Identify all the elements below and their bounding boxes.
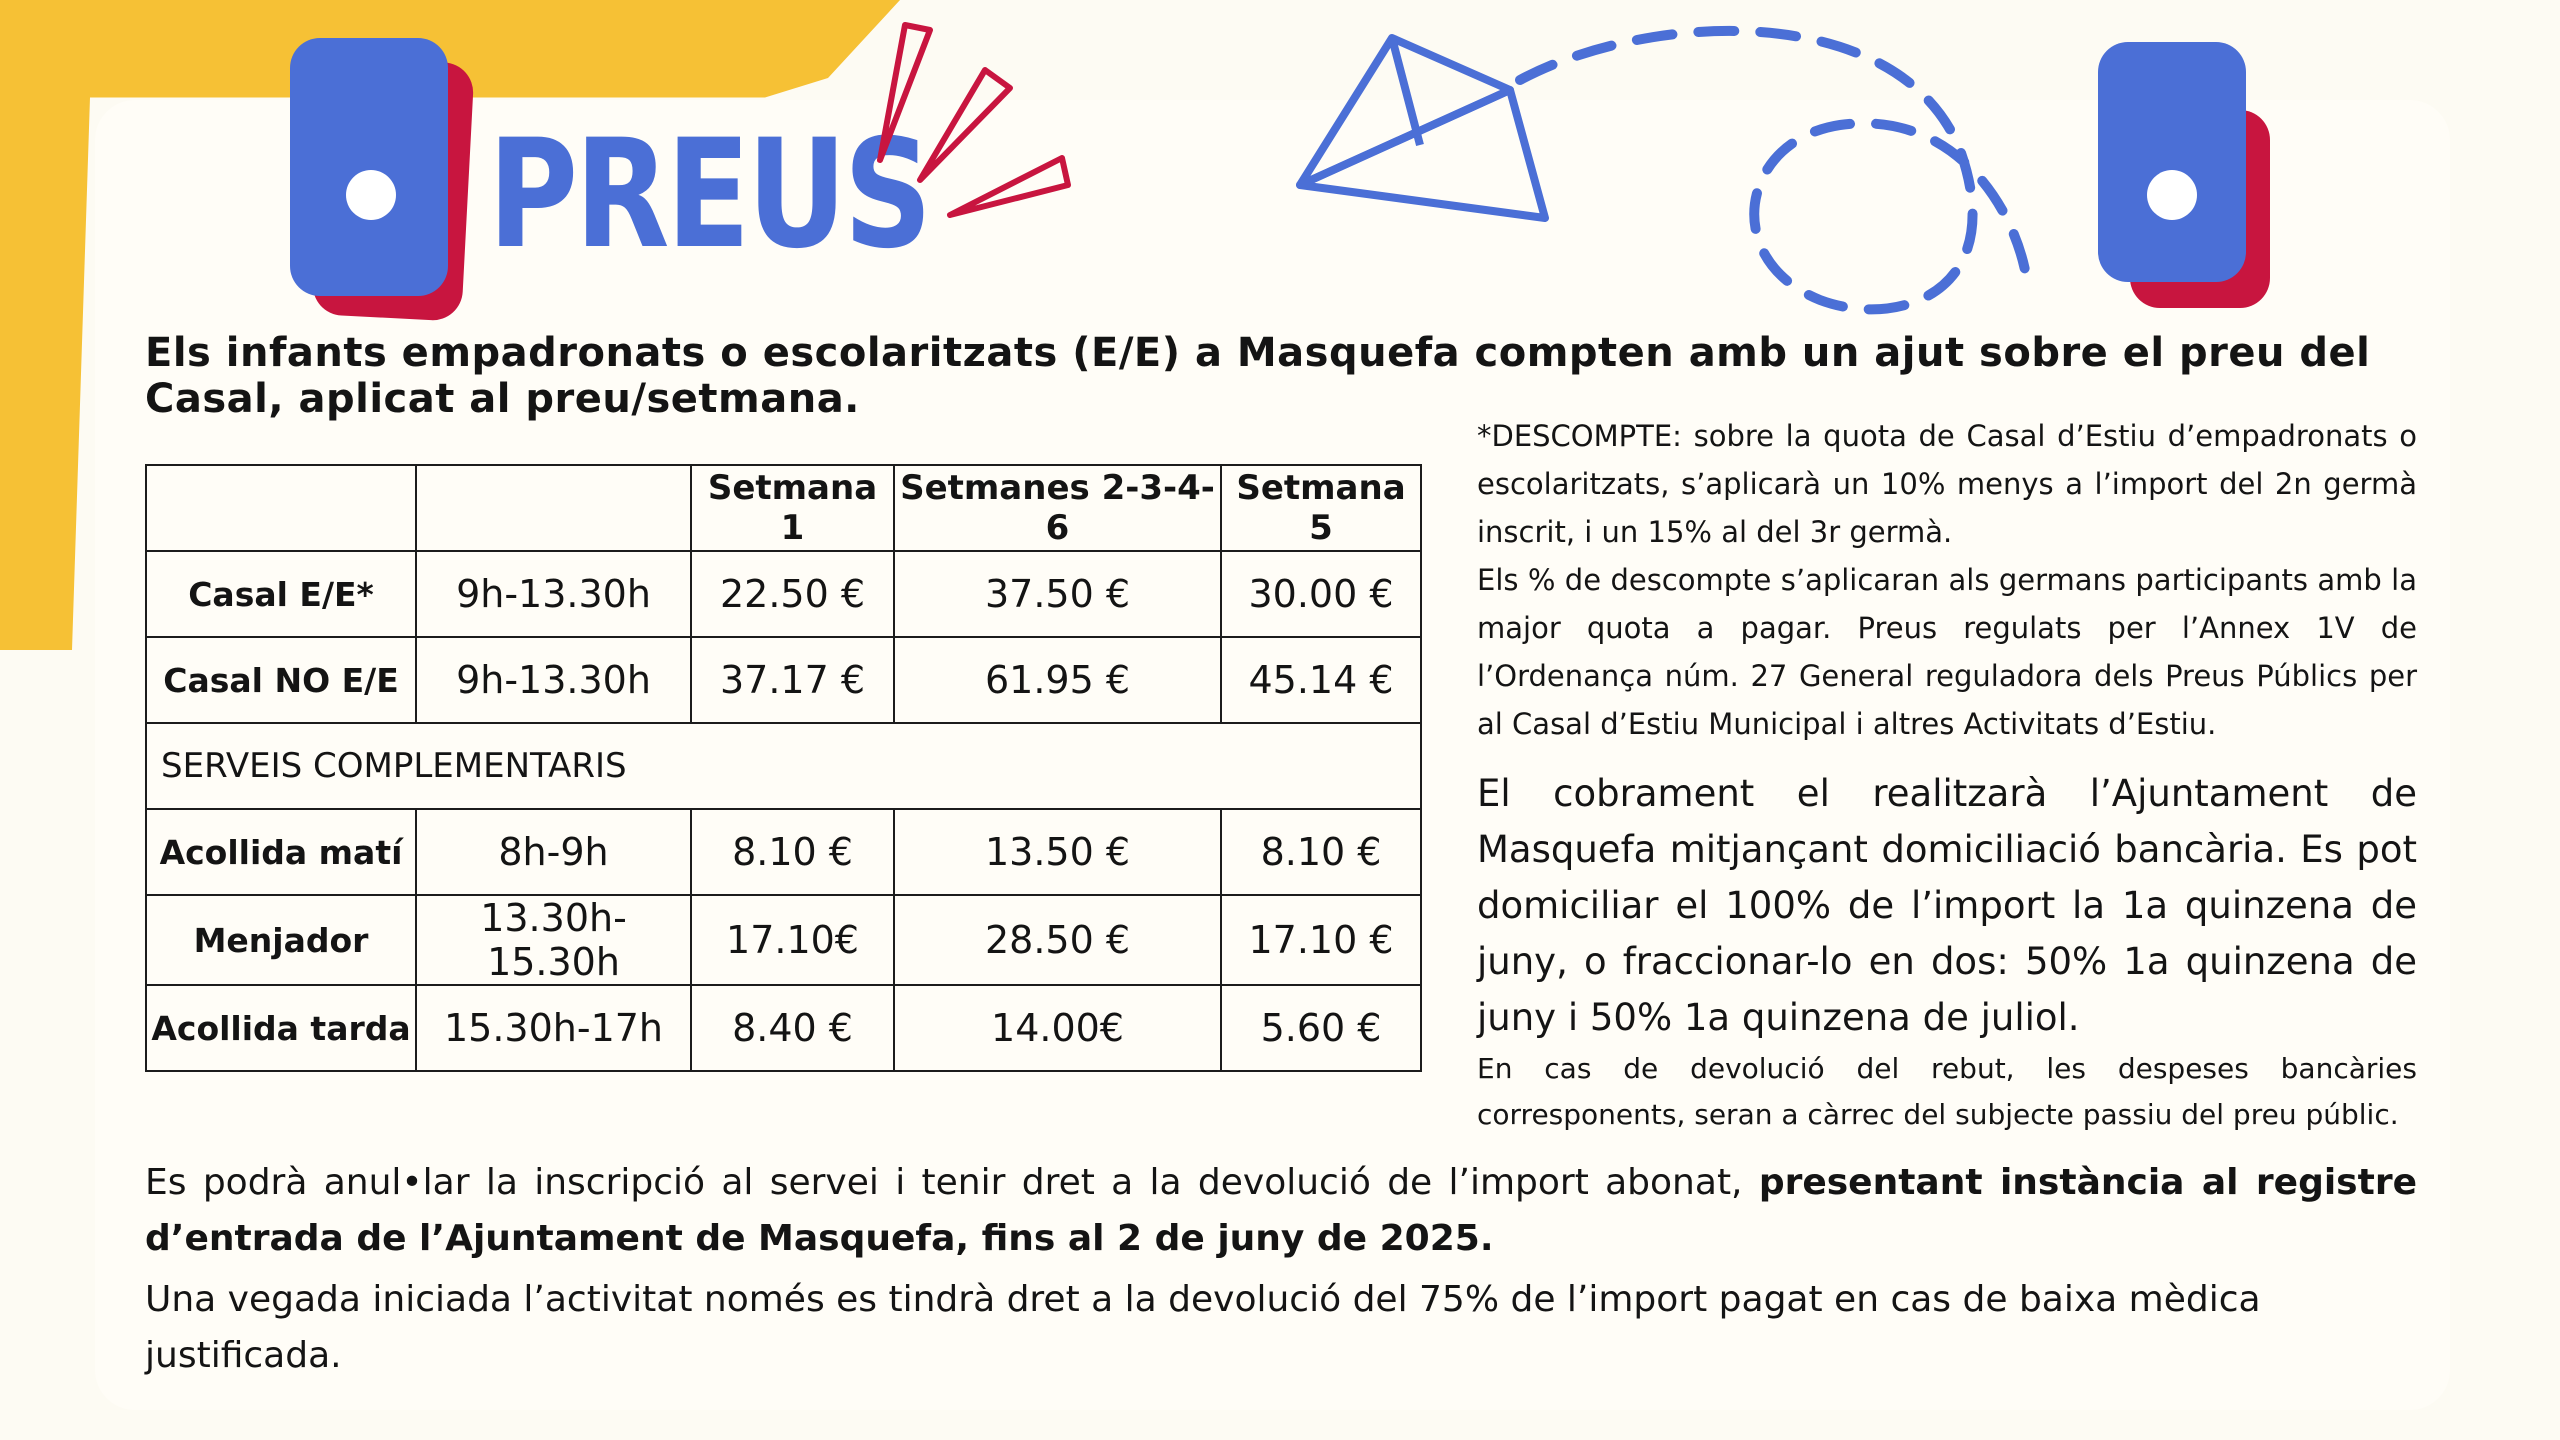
discount-note: *DESCOMPTE: sobre la quota de Casal d’Estiu d’empadronats o escolaritzats, s’aplicarà un 10% menys a l’import del 2n germà inscrit, i un 15% al del 3r germà. <box>1477 419 2417 549</box>
schedule-cell: 9h-13.30h <box>416 637 691 723</box>
header-cell <box>416 465 691 551</box>
price-cell: 45.14 € <box>1221 637 1421 723</box>
section-row <box>146 723 1421 809</box>
price-cell: 5.60 € <box>1221 985 1421 1071</box>
header-weeks-2-3-4-6: Setmanes 2-3-4-6 <box>894 465 1221 551</box>
price-cell: 37.17 € <box>691 637 894 723</box>
table-row <box>146 985 1421 1071</box>
refund-text: Una vegada iniciada l’activitat només es tindrà dret a la devolució del 75% de l’import pagat en cas de baixa mèdica justificada. <box>145 1279 2261 1376</box>
header-cell <box>146 465 416 551</box>
schedule-cell: 8h-9h <box>416 809 691 895</box>
row-label: Acollida tarda <box>146 985 416 1071</box>
billing-text: El cobrament el realitzarà l’Ajuntament de Masquefa mitjançant domiciliació bancària. Es pot domiciliar el 100% de l’import la 1a quinzena de juny, o fraccionar-lo en dos: 50% 1a quinzena de juny i 50% 1a quinzena de juliol. <box>1477 772 2417 1039</box>
burst-lines-icon <box>880 25 1068 215</box>
paper-plane-icon <box>1300 38 1545 218</box>
price-cell: 22.50 € <box>691 551 894 637</box>
header-week-5: Setmana 5 <box>1221 465 1421 551</box>
price-cell: 8.10 € <box>1221 809 1421 895</box>
price-cell: 37.50 € <box>894 551 1221 637</box>
intro-text: Els infants empadronats o escolaritzats (E/E) a Masquefa compten amb un ajut sobre el preu del Casal, aplicat al preu/setmana. <box>145 330 2371 422</box>
schedule-cell: 9h-13.30h <box>416 551 691 637</box>
cancellation-text <box>145 1155 2417 1267</box>
table-row <box>146 551 1421 637</box>
row-label: Acollida matí <box>146 809 416 895</box>
price-cell: 14.00€ <box>894 985 1221 1071</box>
price-cell: 61.95 € <box>894 637 1221 723</box>
schedule-cell: 15.30h-17h <box>416 985 691 1071</box>
price-cell: 8.10 € <box>691 809 894 895</box>
cancellation-bold: presentant instància al registre d’entrada de l’Ajuntament de Masquefa, fins al 2 de juny de 2025. <box>145 1162 2417 1259</box>
price-cell: 30.00 € <box>1221 551 1421 637</box>
price-table <box>145 464 1422 1072</box>
price-cell: 17.10 € <box>1221 895 1421 985</box>
row-label: Menjador <box>146 895 416 985</box>
schedule-cell: 13.30h-15.30h <box>416 895 691 985</box>
section-title: SERVEIS COMPLEMENTARIS <box>146 723 1421 809</box>
table-row <box>146 895 1421 985</box>
right-tag-hole <box>2147 170 2197 220</box>
table-header-row <box>146 465 1421 551</box>
regulation-note: Els % de descompte s’aplicaran als germans participants amb la major quota a pagar. Preus regulats per l’Annex 1V de l’Ordenança núm. 27 General reguladora dels Preus Públics per al Casal d’Estiu Municipal i altres Activitats d’Estiu. <box>1477 563 2417 741</box>
page-title: PREUS <box>488 108 929 282</box>
price-cell: 28.50 € <box>894 895 1221 985</box>
right-tag <box>2098 42 2246 282</box>
discount-notes <box>1477 412 2417 748</box>
price-cell: 13.50 € <box>894 809 1221 895</box>
price-cell: 17.10€ <box>691 895 894 985</box>
row-label: Casal E/E* <box>146 551 416 637</box>
row-label: Casal NO E/E <box>146 637 416 723</box>
header-week-1: Setmana 1 <box>691 465 894 551</box>
price-cell: 8.40 € <box>691 985 894 1071</box>
cancellation-regular: Es podrà anul•lar la inscripció al servei i tenir dret a la devolució de l’import abonat, <box>145 1162 1759 1203</box>
bank-return-text: En cas de devolució del rebut, les despeses bancàries corresponents, seran a càrrec del subjecte passiu del preu públic. <box>1477 1052 2417 1131</box>
table-row <box>146 809 1421 895</box>
table-row <box>146 637 1421 723</box>
dashed-trail-icon <box>1520 31 2025 309</box>
